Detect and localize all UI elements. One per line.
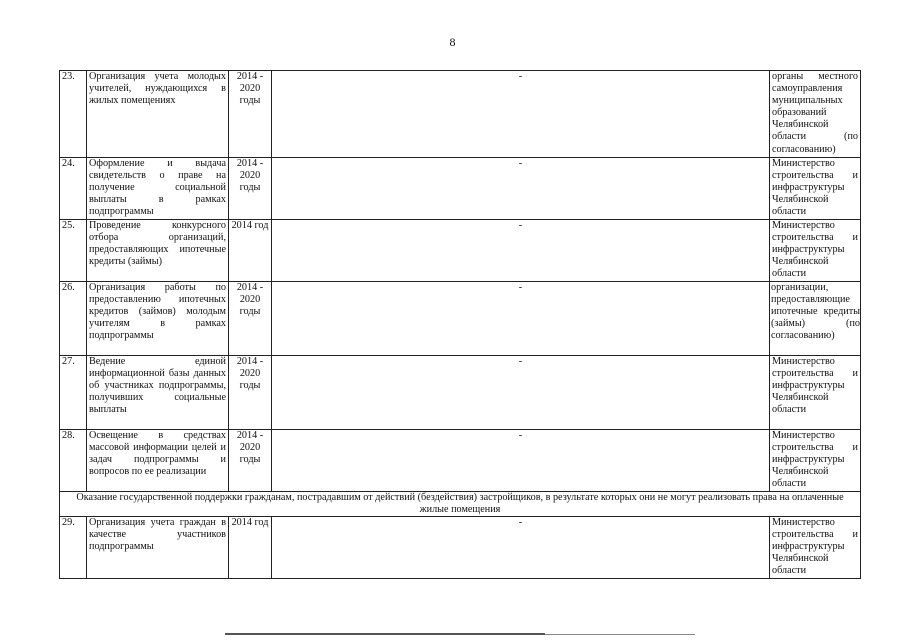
executor-cell: Министерство строительства и инфраструктуры Челябинской области (770, 517, 861, 579)
activity-cell: Освещение в средствах массовой информации целей и задач подпрограммы и вопросов по ее реализации (87, 430, 229, 492)
row-number: 24. (60, 158, 87, 220)
term-cell: 2014 - 2020 годы (229, 356, 272, 430)
section-title: Оказание государственной поддержки гражданам, пострадавшим от действий (бездействия) застройщиков, в результате которых они не могут реализовать права на оплаченные жилые помещения (60, 492, 861, 517)
activity-cell: Организация учета молодых учителей, нуждающихся в жилых помещениях (87, 71, 229, 158)
plan-table (59, 70, 861, 579)
term-cell: 2014 год (229, 220, 272, 282)
table-row (60, 517, 861, 579)
row-number: 25. (60, 220, 87, 282)
result-cell: - (272, 430, 770, 492)
executor-cell: организации, предоставляющие ипотечные кредиты (займы) (по согласованию) (770, 282, 861, 356)
activity-cell: Ведение единой информационной базы данных об участниках подпрограммы, получивших социальные выплаты (87, 356, 229, 430)
scan-artifact-line (545, 634, 695, 635)
result-cell: - (272, 517, 770, 579)
result-cell: - (272, 71, 770, 158)
term-cell: 2014 год (229, 517, 272, 579)
row-number: 27. (60, 356, 87, 430)
table-row (60, 71, 861, 158)
result-cell: - (272, 356, 770, 430)
row-number: 28. (60, 430, 87, 492)
table-row (60, 282, 861, 356)
result-cell: - (272, 220, 770, 282)
executor-cell: Министерство строительства и инфраструктуры Челябинской области (770, 158, 861, 220)
scan-artifact-line (225, 633, 545, 635)
result-cell: - (272, 282, 770, 356)
activity-cell: Организация учета граждан в качестве участников подпрограммы (87, 517, 229, 579)
page-number: 8 (449, 35, 456, 49)
executor-cell: Министерство строительства и инфраструктуры Челябинской области (770, 220, 861, 282)
row-number: 23. (60, 71, 87, 158)
table-row (60, 430, 861, 492)
result-cell: - (272, 158, 770, 220)
executor-cell: органы местного самоуправления муниципальных образований Челябинской области (по согласованию) (770, 71, 861, 158)
term-cell: 2014 - 2020 годы (229, 430, 272, 492)
term-cell: 2014 - 2020 годы (229, 282, 272, 356)
row-number: 29. (60, 517, 87, 579)
term-cell: 2014 - 2020 годы (229, 71, 272, 158)
executor-cell: Министерство строительства и инфраструктуры Челябинской области (770, 430, 861, 492)
table-row (60, 220, 861, 282)
executor-cell: Министерство строительства и инфраструктуры Челябинской области (770, 356, 861, 430)
activity-cell: Оформление и выдача свидетельств о праве на получение социальной выплаты в рамках подпрограммы (87, 158, 229, 220)
term-cell: 2014 - 2020 годы (229, 158, 272, 220)
activity-cell: Проведение конкурсного отбора организаций, предоставляющих ипотечные кредиты (займы) (87, 220, 229, 282)
activity-cell: Организация работы по предоставлению ипотечных кредитов (займов) молодым учителям в рамках подпрограммы (87, 282, 229, 356)
table-row (60, 158, 861, 220)
row-number: 26. (60, 282, 87, 356)
table-row (60, 356, 861, 430)
section-header-row (60, 492, 861, 517)
